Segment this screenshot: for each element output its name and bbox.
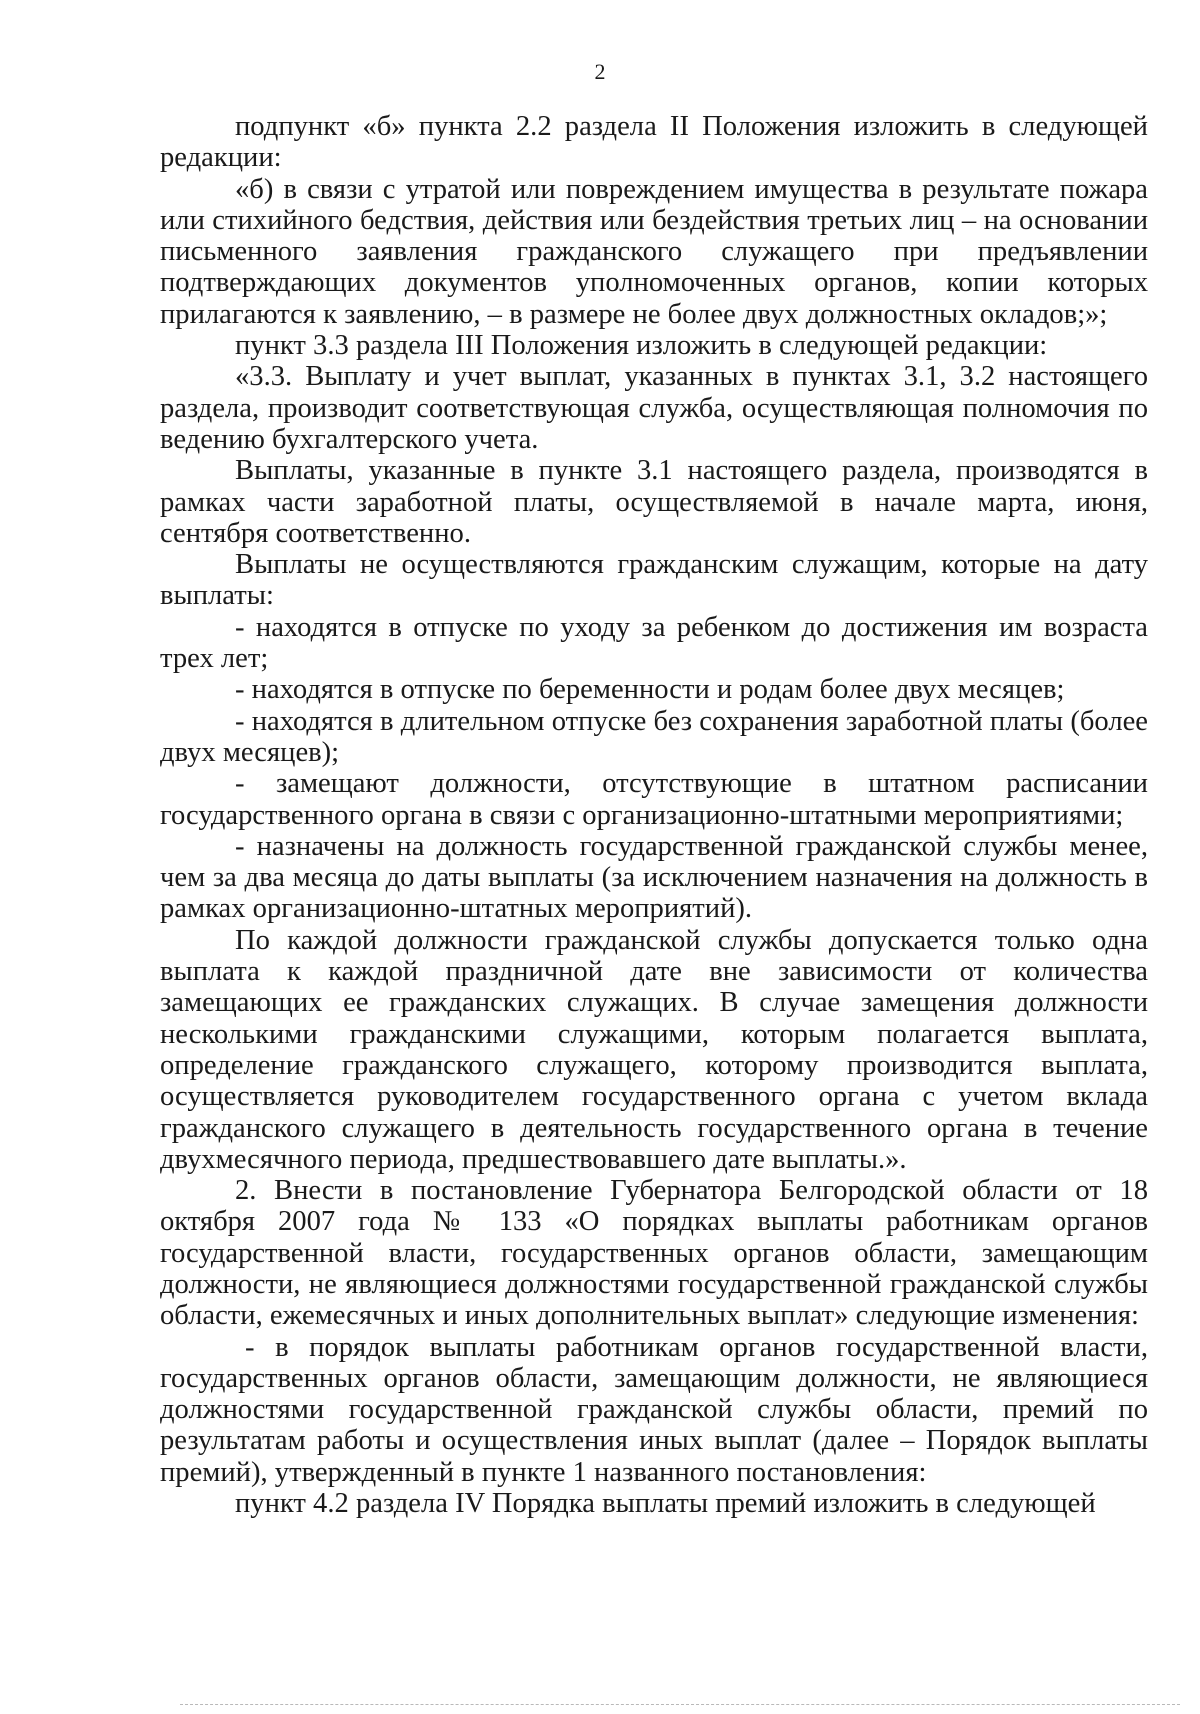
scan-edge-line	[180, 1704, 1180, 1705]
paragraph-amend-point-4-2: пункт 4.2 раздела IV Порядка выплаты премий изложить в следующей	[235, 1488, 1096, 1520]
paragraph-subpoint-b-text: «б) в связи с утратой или повреждением имущества в результате пожара или стихийного бедствия, действия или бездействия третьих лиц – на основании письменного заявления гражданского служащего при предъявлении подтверждающих документов уполномоченных органов, копии которых прилагаются к заявлению, – в размере не более двух должностных окладов;»;	[160, 173, 1148, 330]
page-number: 2	[594, 59, 606, 84]
list-item-recently-appointed: - назначены на должность государственной гражданской службы менее, чем за два месяца до даты выплаты (за исключением назначения на должность в рамках организационно-штатных мероприятий).	[160, 830, 1148, 925]
paragraph-payments-timing: Выплаты, указанные в пункте 3.1 настоящего раздела, производятся в рамках части заработной платы, осуществляемой в начале марта, июня, сентября соответственно.	[160, 455, 1148, 549]
document-body	[160, 111, 1148, 1519]
paragraph-bonus-procedure: - в порядок выплаты работникам органов государственной власти, государственных органов области, замещающим должности, не являющиеся должностями государственной гражданской службы области, премий по результатам работы и осуществления иных выплат (далее – Порядок выплаты премий), утвержденный в пункте 1 названного постановления:	[160, 1331, 1148, 1488]
paragraph-amend-point-3-3: пункт 3.3 раздела III Положения изложить в следующей редакции:	[235, 330, 1048, 362]
list-item-unpaid-leave: - находятся в длительном отпуске без сохранения заработной платы (более двух месяцев);	[160, 705, 1148, 768]
paragraph-point-3-3-text: «3.3. Выплату и учет выплат, указанных в пунктах 3.1, 3.2 настоящего раздела, производит соответствующая служба, осуществляющая полномочия по ведению бухгалтерского учета.	[160, 361, 1148, 455]
paragraph-payments-exclusions: Выплаты не осуществляются гражданским служащим, которые на дату выплаты:	[160, 549, 1148, 612]
paragraph-item-2-amend-resolution: 2. Внести в постановление Губернатора Белгородской области от 18 октября 2007 года № 133 «О порядках выплаты работникам органов государственной власти, государственных органов области, замещающим должности, не являющиеся должностями государственной гражданской службы области, ежемесячных и иных дополнительных выплат» следующие изменения:	[160, 1175, 1148, 1332]
paragraph-one-payment-rule: По каждой должности гражданской службы допускается только одна выплата к каждой праздничной дате вне зависимости от количества замещающих ее гражданских служащих. В случае замещения должности несколькими гражданскими служащими, которым полагается выплата, определение гражданского служащего, которому производится выплата, осуществляется руководителем государственного органа с учетом вклада гражданского служащего в деятельность государственного органа в течение двухмесячного периода, предшествовавшего дате выплаты.».	[160, 924, 1148, 1175]
paragraph-amend-subpoint-b: подпункт «б» пункта 2.2 раздела II Положения изложить в следующей редакции:	[160, 111, 1148, 174]
list-item-positions-absent: - замещают должности, отсутствующие в штатном расписании государственного органа в связи с организационно-штатными мероприятиями;	[160, 768, 1148, 831]
list-item-childcare-leave: - находятся в отпуске по уходу за ребенком до достижения им возраста трех лет;	[160, 611, 1148, 675]
list-item-maternity-leave: - находятся в отпуске по беременности и родам более двух месяцев;	[235, 674, 1065, 706]
